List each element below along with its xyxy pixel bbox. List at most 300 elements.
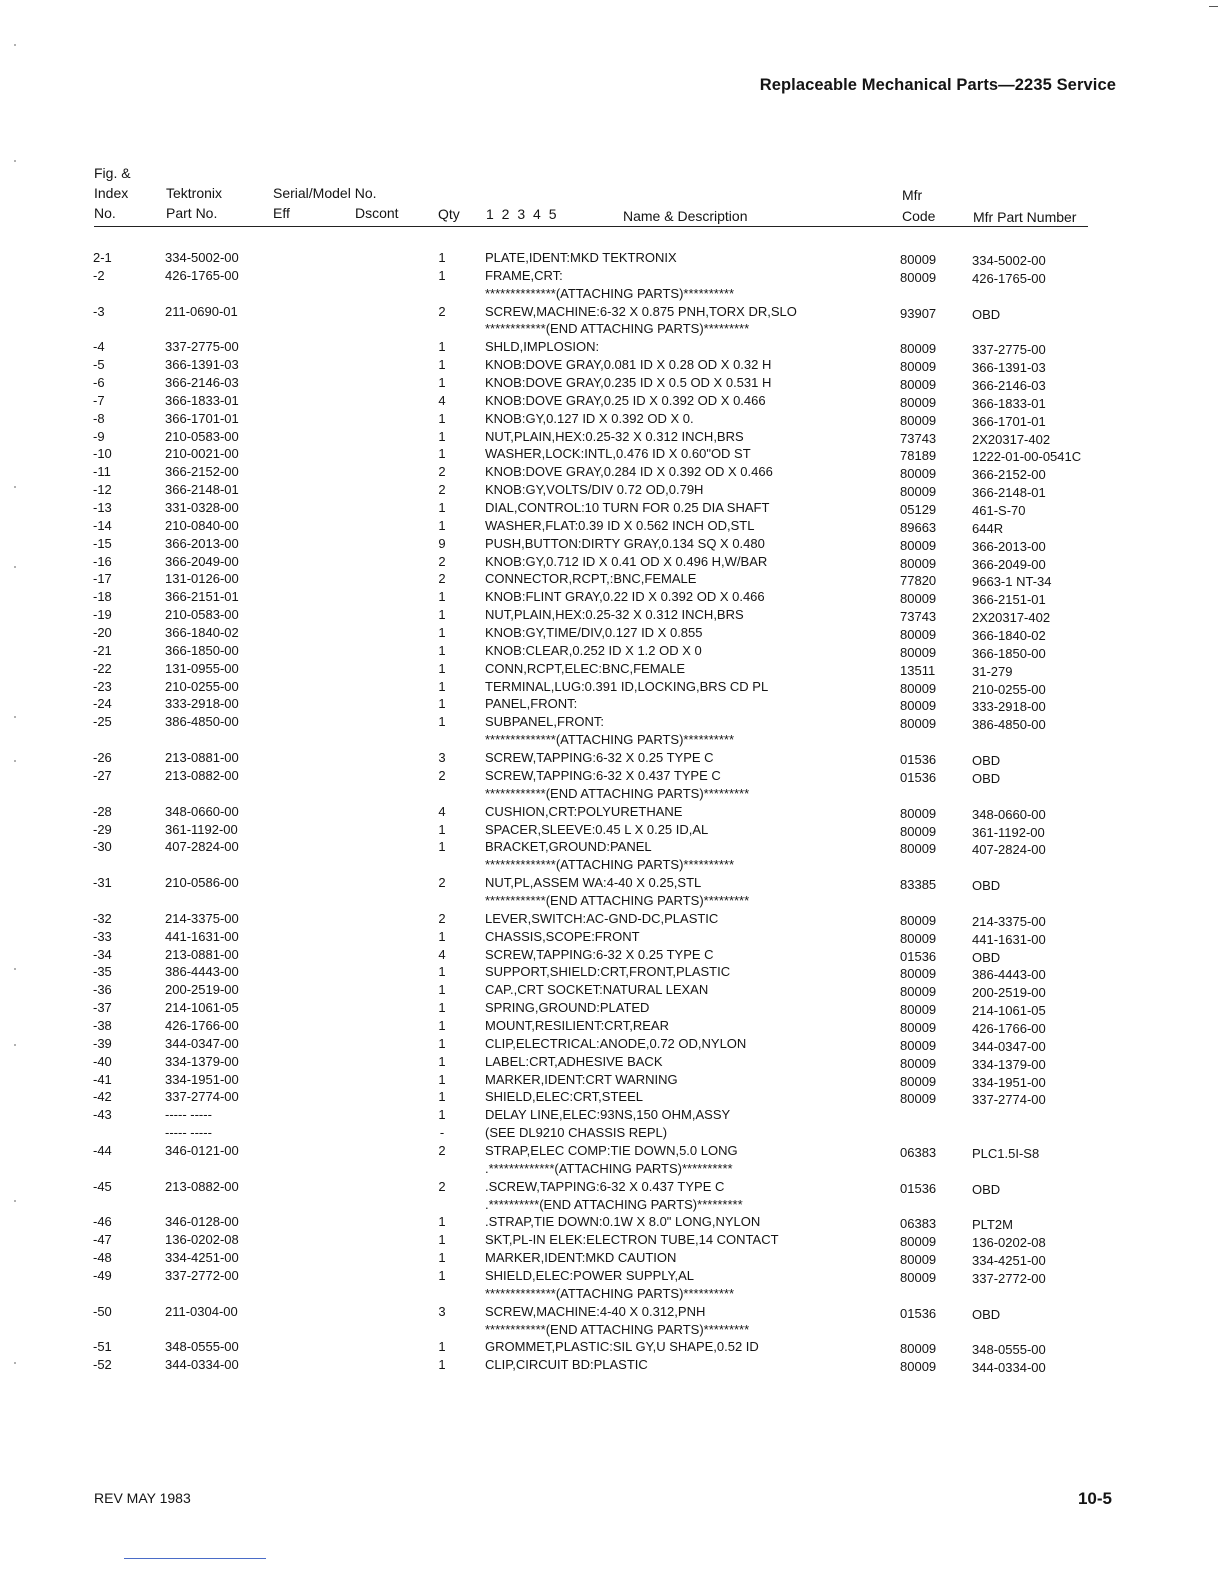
table-row (0, 1053, 1224, 1071)
mfr-code: 80009 (900, 841, 937, 857)
name-description: KNOB:GY,VOLTS/DIV 0.72 OD,0.79H (485, 482, 704, 498)
qty: 1 (438, 1089, 446, 1105)
qty: 1 (438, 660, 446, 676)
tektronix-part-no: 426-1766-00 (165, 1017, 239, 1033)
qty: 1 (438, 267, 446, 283)
table-row (0, 981, 1224, 999)
fig-index: -45 (93, 1178, 112, 1194)
header-indent-levels: 1 2 3 4 5 (486, 206, 557, 222)
tektronix-part-no: 136-0202-08 (165, 1232, 239, 1248)
table-row (0, 249, 1224, 267)
mfr-part-number: 426-1766-00 (972, 1020, 1046, 1036)
tektronix-part-no: ----- ----- (165, 1125, 212, 1141)
margin-dot (14, 160, 16, 162)
mfr-part-number: 366-1701-01 (972, 413, 1046, 429)
header-fig: Fig. & (94, 165, 131, 181)
tektronix-part-no: 210-0586-00 (165, 875, 239, 891)
mfr-part-number: 386-4443-00 (972, 967, 1046, 983)
table-row (0, 1249, 1224, 1267)
table-row (0, 910, 1224, 928)
mfr-code: 80009 (900, 537, 937, 553)
table-row (0, 606, 1224, 624)
tektronix-part-no: 213-0882-00 (165, 767, 239, 783)
fig-index: -26 (93, 750, 112, 766)
fig-index: -17 (93, 571, 112, 587)
name-description: .**********(END ATTACHING PARTS)********* (485, 1196, 743, 1212)
name-description: SCREW,MACHINE:4-40 X 0.312,PNH (485, 1303, 706, 1319)
name-description: LABEL:CRT,ADHESIVE BACK (485, 1053, 663, 1069)
qty: 1 (438, 446, 446, 462)
mfr-code: 80009 (900, 377, 937, 393)
name-description: SHIELD,ELEC:CRT,STEEL (485, 1089, 643, 1105)
qty: 3 (438, 1303, 446, 1319)
name-description: SUPPORT,SHIELD:CRT,FRONT,PLASTIC (485, 964, 731, 980)
tektronix-part-no: 441-1631-00 (165, 928, 239, 944)
mfr-part-number: 344-0334-00 (972, 1360, 1046, 1376)
mfr-code: 01536 (900, 752, 937, 768)
tektronix-part-no: 386-4443-00 (165, 964, 239, 980)
table-row (0, 999, 1224, 1017)
name-description: FRAME,CRT: (485, 267, 563, 283)
tektronix-part-no: 366-1833-01 (165, 392, 239, 408)
table-row (0, 821, 1224, 839)
mfr-part-number: OBD (972, 306, 1001, 322)
qty: 1 (438, 250, 446, 265)
fig-index: -29 (93, 821, 112, 837)
header-eff: Eff (273, 205, 290, 221)
table-row (0, 892, 1224, 910)
name-description: KNOB:DOVE GRAY,0.25 ID X 0.392 OD X 0.466 (485, 392, 766, 408)
qty: 4 (438, 803, 446, 819)
mfr-part-number: 2X20317-402 (972, 610, 1051, 626)
qty: 1 (438, 339, 446, 355)
mfr-part-number: 441-1631-00 (972, 931, 1046, 947)
mfr-code: 01536 (900, 769, 937, 785)
mfr-code: 89663 (900, 519, 937, 535)
mfr-code: 80009 (900, 644, 937, 660)
mfr-code: 80009 (900, 984, 937, 1000)
qty: 1 (438, 678, 446, 694)
tektronix-part-no: 348-0660-00 (165, 803, 239, 819)
fig-index: -33 (93, 928, 112, 944)
name-description: SPRING,GROUND:PLATED (485, 1000, 650, 1016)
qty: 1 (438, 839, 446, 855)
tektronix-part-no: 386-4850-00 (165, 714, 239, 730)
table-row (0, 338, 1224, 356)
name-description: PANEL,FRONT: (485, 696, 578, 712)
name-description: NUT,PL,ASSEM WA:4-40 X 0.25,STL (485, 875, 702, 891)
tektronix-part-no: 361-1192-00 (165, 821, 238, 837)
table-row (0, 517, 1224, 535)
qty: 2 (438, 303, 446, 319)
mfr-code: 80009 (900, 805, 937, 821)
fig-index: -13 (93, 500, 112, 516)
page-number: 10-5 (1077, 1489, 1112, 1508)
mfr-code: 06383 (900, 1144, 937, 1160)
qty: 1 (438, 642, 446, 658)
mfr-part-number: 334-5002-00 (972, 253, 1046, 268)
mfr-part-number: 334-1379-00 (972, 1056, 1046, 1072)
name-description: STRAP,ELEC COMP:TIE DOWN,5.0 LONG (485, 1142, 738, 1158)
qty: 2 (438, 875, 446, 891)
fig-index: -44 (93, 1142, 112, 1158)
name-description: PLATE,IDENT:MKD TEKTRONIX (485, 250, 677, 265)
qty: 1 (438, 500, 446, 516)
name-description: NUT,PLAIN,HEX:0.25-32 X 0.312 INCH,BRS (485, 428, 744, 444)
fig-index: -35 (93, 964, 112, 980)
mfr-code: 80009 (900, 1341, 937, 1357)
header-mfr-part-number: Mfr Part Number (973, 209, 1077, 225)
mfr-part-number: 366-1833-01 (972, 395, 1046, 411)
name-description: ************(END ATTACHING PARTS)********* (485, 1321, 750, 1337)
fig-index: -40 (93, 1053, 112, 1069)
name-description: PUSH,BUTTON:DIRTY GRAY,0.134 SQ X 0.480 (485, 535, 765, 551)
table-row (0, 356, 1224, 374)
mfr-part-number: 407-2824-00 (972, 842, 1046, 858)
name-description: **************(ATTACHING PARTS)********** (485, 285, 735, 301)
fig-index: -51 (93, 1339, 112, 1355)
name-description: **************(ATTACHING PARTS)********** (485, 732, 735, 748)
table-row (0, 1285, 1224, 1303)
name-description: CLIP,ELECTRICAL:ANODE,0.72 OD,NYLON (485, 1035, 747, 1051)
tektronix-part-no: 214-3375-00 (165, 910, 239, 926)
name-description: DIAL,CONTROL:10 TURN FOR 0.25 DIA SHAFT (485, 500, 770, 516)
mfr-part-number: 1222-01-00-0541C (972, 449, 1082, 465)
mfr-code: 73743 (900, 430, 937, 446)
mfr-code: 80009 (900, 698, 937, 714)
mfr-code: 80009 (900, 1002, 937, 1018)
table-row (0, 1231, 1224, 1249)
fig-index: -2 (93, 267, 105, 283)
fig-index: -46 (93, 1214, 112, 1230)
table-row (0, 963, 1224, 981)
mfr-part-number: 366-2013-00 (972, 538, 1046, 554)
mfr-part-number: 348-0660-00 (972, 806, 1046, 822)
header-index: Index (94, 185, 129, 201)
name-description: LEVER,SWITCH:AC-GND-DC,PLASTIC (485, 910, 719, 926)
table-row (0, 374, 1224, 392)
tektronix-part-no: ----- ----- (165, 1107, 212, 1123)
name-description: CAP.,CRT SOCKET:NATURAL LEXAN (485, 982, 709, 998)
qty: 2 (438, 464, 446, 480)
tektronix-part-no: 211-0690-01 (165, 303, 238, 319)
mfr-code: 01536 (900, 1305, 937, 1321)
name-description: WASHER,LOCK:INTL,0.476 ID X 0.60"OD ST (485, 446, 751, 462)
fig-index: -28 (93, 803, 112, 819)
name-description: TERMINAL,LUG:0.391 ID,LOCKING,BRS CD PL (485, 678, 769, 694)
tektronix-part-no: 210-0255-00 (165, 678, 239, 694)
tektronix-part-no: 366-2148-01 (165, 482, 239, 498)
qty: 4 (438, 946, 446, 962)
table-row (0, 320, 1224, 338)
table-row (0, 1106, 1224, 1124)
table-row (0, 463, 1224, 481)
mfr-part-number: 214-1061-05 (972, 1003, 1046, 1019)
mfr-code: 80009 (900, 252, 937, 267)
tektronix-part-no: 337-2772-00 (165, 1267, 239, 1283)
qty: 2 (438, 1178, 446, 1194)
tektronix-part-no: 366-2146-03 (165, 375, 239, 391)
mfr-part-number: 366-2049-00 (972, 556, 1046, 572)
mfr-code: 05129 (900, 502, 937, 518)
header-part-no: Part No. (166, 205, 218, 221)
mfr-part-number: OBD (972, 770, 1001, 786)
qty: 1 (438, 1017, 446, 1033)
tektronix-part-no: 211-0304-00 (165, 1303, 238, 1319)
fig-index: -6 (93, 375, 105, 391)
table-row (0, 1213, 1224, 1231)
fig-index: -37 (93, 1000, 112, 1016)
qty: 1 (438, 410, 446, 426)
mfr-part-number: OBD (972, 1181, 1001, 1197)
table-row (0, 1160, 1224, 1178)
tektronix-part-no: 407-2824-00 (165, 839, 239, 855)
tektronix-part-no: 210-0583-00 (165, 428, 239, 444)
qty: 1 (438, 1232, 446, 1248)
fig-index: -20 (93, 625, 112, 641)
table-row (0, 535, 1224, 553)
table-row (0, 303, 1224, 321)
mfr-code: 80009 (900, 591, 937, 607)
mfr-part-number: 334-4251-00 (972, 1253, 1046, 1269)
table-row (0, 267, 1224, 285)
fig-index: -42 (93, 1089, 112, 1105)
tektronix-part-no: 337-2774-00 (165, 1089, 239, 1105)
mfr-part-number: 200-2519-00 (972, 985, 1046, 1001)
running-head: Replaceable Mechanical Parts—2235 Service (759, 76, 1116, 94)
fig-index: -30 (93, 839, 112, 855)
table-row (0, 642, 1224, 660)
tektronix-part-no: 366-2013-00 (165, 535, 239, 551)
tektronix-part-no: 344-0334-00 (165, 1357, 239, 1373)
fig-index: -10 (93, 446, 112, 462)
qty: 2 (438, 553, 446, 569)
fig-index: -52 (93, 1357, 112, 1373)
header-mfr: Mfr (902, 187, 923, 203)
mfr-part-number: 366-2152-00 (972, 467, 1046, 483)
mfr-part-number: 461-S-70 (972, 503, 1026, 519)
table-row (0, 1142, 1224, 1160)
mfr-part-number: OBD (972, 949, 1001, 965)
tektronix-part-no: 348-0555-00 (165, 1339, 239, 1355)
header-name-description: Name & Description (623, 208, 748, 224)
header-code: Code (902, 208, 936, 224)
mfr-part-number: 333-2918-00 (972, 699, 1046, 715)
tektronix-part-no: 210-0021-00 (165, 446, 239, 462)
tektronix-part-no: 210-0583-00 (165, 607, 239, 623)
fig-index: -22 (93, 660, 112, 676)
table-row (0, 785, 1224, 803)
tektronix-part-no: 334-1951-00 (165, 1071, 239, 1087)
name-description: GROMMET,PLASTIC:SIL GY,U SHAPE,0.52 ID (485, 1339, 759, 1355)
mfr-code: 80009 (900, 680, 937, 696)
name-description: MARKER,IDENT:CRT WARNING (485, 1071, 678, 1087)
table-row (0, 1321, 1224, 1339)
tektronix-part-no: 131-0126-00 (165, 571, 239, 587)
tektronix-part-no: 366-1391-03 (165, 357, 239, 373)
mfr-code: 80009 (900, 966, 937, 982)
mfr-part-number: 348-0555-00 (972, 1342, 1046, 1358)
name-description: ************(END ATTACHING PARTS)********* (485, 892, 750, 908)
mfr-part-number: OBD (972, 1306, 1001, 1322)
mfr-code: 80009 (900, 1037, 937, 1053)
tektronix-part-no: 346-0128-00 (165, 1214, 239, 1230)
fig-index: -19 (93, 607, 112, 623)
mfr-code: 80009 (900, 466, 937, 482)
name-description: .STRAP,TIE DOWN:0.1W X 8.0" LONG,NYLON (485, 1214, 761, 1230)
tektronix-part-no: 200-2519-00 (165, 982, 239, 998)
tektronix-part-no: 337-2775-00 (165, 339, 239, 355)
table-row (0, 570, 1224, 588)
mfr-part-number: 214-3375-00 (972, 913, 1046, 929)
qty: 1 (438, 375, 446, 391)
name-description: KNOB:GY,TIME/DIV,0.127 ID X 0.855 (485, 625, 703, 641)
qty: - (439, 1125, 445, 1141)
mfr-part-number: 210-0255-00 (972, 681, 1046, 697)
mfr-part-number: 366-1850-00 (972, 645, 1046, 661)
mfr-code: 83385 (900, 877, 937, 893)
name-description: KNOB:CLEAR,0.252 ID X 1.2 OD X 0 (485, 642, 702, 658)
mfr-code: 01536 (900, 948, 937, 964)
name-description: SUBPANEL,FRONT: (485, 714, 604, 730)
fig-index: -12 (93, 482, 112, 498)
tektronix-part-no: 213-0882-00 (165, 1178, 239, 1194)
mfr-part-number: 361-1192-00 (972, 824, 1045, 840)
qty: 1 (438, 696, 446, 712)
mfr-code: 93907 (900, 305, 937, 321)
qty: 2 (438, 1142, 446, 1158)
name-description: KNOB:GY,0.712 ID X 0.41 OD X 0.496 H,W/BAR (485, 553, 768, 569)
mfr-part-number: 9663-1 NT-34 (972, 574, 1052, 590)
table-row (0, 803, 1224, 821)
name-description: KNOB:GY,0.127 ID X 0.392 OD X 0. (485, 410, 694, 426)
name-description: CONN,RCPT,ELEC:BNC,FEMALE (485, 660, 686, 676)
table-row (0, 838, 1224, 856)
tektronix-part-no: 344-0347-00 (165, 1035, 239, 1051)
mfr-part-number: 337-2774-00 (972, 1092, 1046, 1108)
mfr-part-number: 136-0202-08 (972, 1235, 1046, 1251)
mfr-code: 06383 (900, 1216, 937, 1232)
fig-index: -38 (93, 1017, 112, 1033)
table-row (0, 767, 1224, 785)
table-row (0, 1356, 1224, 1374)
header-dscont: Dscont (355, 205, 399, 221)
name-description: SCREW,MACHINE:6-32 X 0.875 PNH,TORX DR,SLO (485, 303, 797, 319)
edge-mark (1209, 6, 1218, 7)
tektronix-part-no: 333-2918-00 (165, 696, 239, 712)
fig-index: -43 (93, 1107, 112, 1123)
fig-index: -31 (93, 875, 112, 891)
qty: 1 (438, 964, 446, 980)
fig-index: -41 (93, 1071, 112, 1087)
qty: 2 (438, 767, 446, 783)
table-row (0, 1017, 1224, 1035)
mfr-part-number: 334-1951-00 (972, 1074, 1046, 1090)
mfr-code: 80009 (900, 930, 937, 946)
name-description: WASHER,FLAT:0.39 ID X 0.562 INCH OD,STL (485, 517, 755, 533)
tektronix-part-no: 334-5002-00 (165, 250, 239, 265)
fig-index: -3 (93, 303, 105, 319)
name-description: **************(ATTACHING PARTS)********** (485, 1285, 735, 1301)
mfr-code: 01536 (900, 1180, 937, 1196)
table-row (0, 946, 1224, 964)
header-no: No. (94, 205, 116, 221)
mfr-code: 80009 (900, 1019, 937, 1035)
mfr-part-number: 337-2772-00 (972, 1270, 1046, 1286)
table-row (0, 1088, 1224, 1106)
table-row (0, 410, 1224, 428)
mfr-part-number: 644R (972, 520, 1004, 536)
name-description: DELAY LINE,ELEC:93NS,150 OHM,ASSY (485, 1107, 731, 1123)
table-row (0, 624, 1224, 642)
tektronix-part-no: 346-0121-00 (165, 1142, 239, 1158)
mfr-part-number: OBD (972, 878, 1001, 894)
mfr-code: 80009 (900, 1269, 937, 1285)
qty: 1 (438, 1107, 446, 1123)
mfr-part-number: 2X20317-402 (972, 431, 1051, 447)
mfr-part-number: 366-2148-01 (972, 485, 1046, 501)
qty: 9 (438, 535, 446, 551)
mfr-part-number: OBD (972, 753, 1001, 769)
qty: 1 (438, 517, 446, 533)
qty: 1 (438, 589, 446, 605)
name-description: KNOB:FLINT GRAY,0.22 ID X 0.392 OD X 0.466 (485, 589, 765, 605)
name-description: KNOB:DOVE GRAY,0.235 ID X 0.5 OD X 0.531 H (485, 375, 772, 391)
mfr-code: 80009 (900, 269, 937, 285)
name-description: SCREW,TAPPING:6-32 X 0.25 TYPE C (485, 946, 714, 962)
qty: 1 (438, 625, 446, 641)
mfr-code: 80009 (900, 1091, 937, 1107)
fig-index: -14 (93, 517, 112, 533)
fig-index: -25 (93, 714, 112, 730)
mfr-part-number: 366-2151-01 (972, 592, 1046, 608)
fig-index: -7 (93, 392, 105, 408)
name-description: SPACER,SLEEVE:0.45 L X 0.25 ID,AL (485, 821, 709, 837)
name-description: MOUNT,RESILIENT:CRT,REAR (485, 1017, 669, 1033)
mfr-part-number: PLC1.5I-S8 (972, 1145, 1040, 1161)
name-description: CUSHION,CRT:POLYURETHANE (485, 803, 683, 819)
table-row (0, 1267, 1224, 1285)
mfr-part-number: 337-2775-00 (972, 342, 1046, 358)
qty: 1 (438, 357, 446, 373)
tektronix-part-no: 131-0955-00 (165, 660, 239, 676)
tektronix-part-no: 213-0881-00 (165, 946, 239, 962)
table-row (0, 481, 1224, 499)
qty: 1 (438, 1357, 446, 1373)
qty: 1 (438, 714, 446, 730)
mfr-part-number: 344-0347-00 (972, 1038, 1046, 1054)
tektronix-part-no: 334-4251-00 (165, 1250, 239, 1266)
fig-index: -47 (93, 1232, 112, 1248)
table-row (0, 713, 1224, 731)
tektronix-part-no: 426-1765-00 (165, 267, 239, 283)
fig-index: -23 (93, 678, 112, 694)
mfr-code: 80009 (900, 341, 937, 357)
table-row (0, 749, 1224, 767)
name-description: MARKER,IDENT:MKD CAUTION (485, 1250, 677, 1266)
fig-index: -5 (93, 357, 105, 373)
table-row (0, 1303, 1224, 1321)
name-description: SHIELD,ELEC:POWER SUPPLY,AL (485, 1267, 695, 1283)
qty: 2 (438, 571, 446, 587)
tektronix-part-no: 213-0881-00 (165, 750, 239, 766)
qty: 1 (438, 1214, 446, 1230)
qty: 4 (438, 392, 446, 408)
tektronix-part-no: 366-1840-02 (165, 625, 239, 641)
table-row (0, 445, 1224, 463)
mfr-code: 80009 (900, 555, 937, 571)
fig-index: -16 (93, 553, 112, 569)
